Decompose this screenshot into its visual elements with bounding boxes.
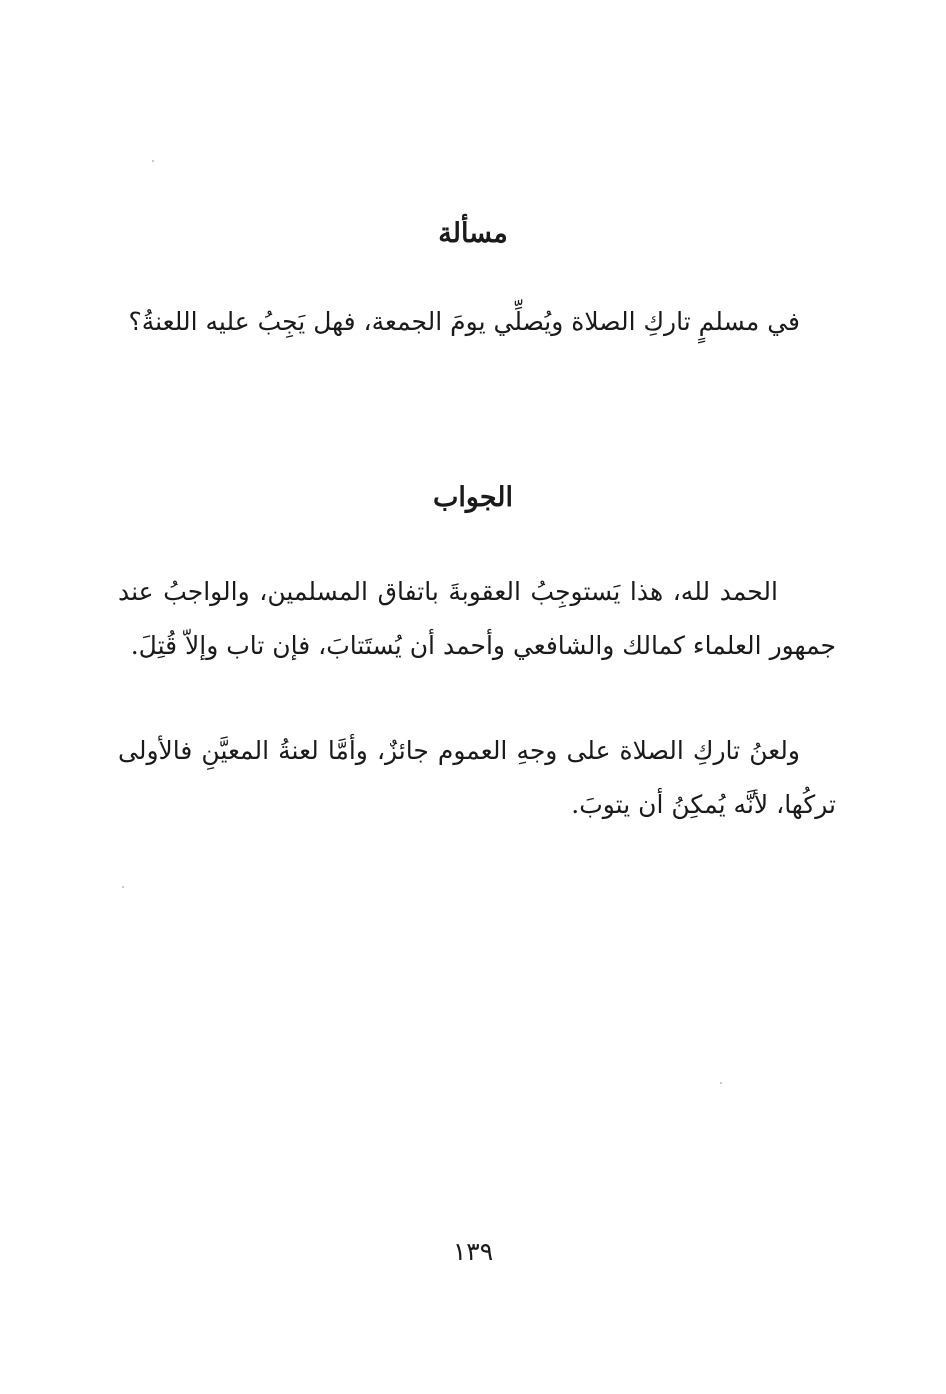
scan-speck [720, 1082, 722, 1084]
answer-paragraph-2: ولعنُ تاركِ الصلاة على وجهِ العموم جائزٌ، وأمَّا لعنةُ المعيَّنِ فالأولى تركُها، لأنَّه يُمكِنُ أن يتوبَ. [118, 736, 836, 819]
answer-heading: الجواب [432, 482, 514, 513]
page-number: ١٣٩ [452, 1237, 494, 1266]
question-heading: مسألة [438, 218, 508, 249]
answer-paragraph-1: الحمد لله، هذا يَستوجِبُ العقوبةَ باتفاق المسلمين، والواجبُ عند جمهور العلماء كمالك والشافعي وأحمد أن يُستَتابَ، فإن تاب وإلاّ قُتِلَ. [118, 577, 836, 660]
question-text: في مسلمٍ تاركِ الصلاة ويُصلِّي يومَ الجمعة، فهل يَجِبُ عليه اللعنةُ؟ [128, 307, 800, 336]
scan-speck [152, 160, 154, 162]
scan-speck [122, 886, 124, 888]
